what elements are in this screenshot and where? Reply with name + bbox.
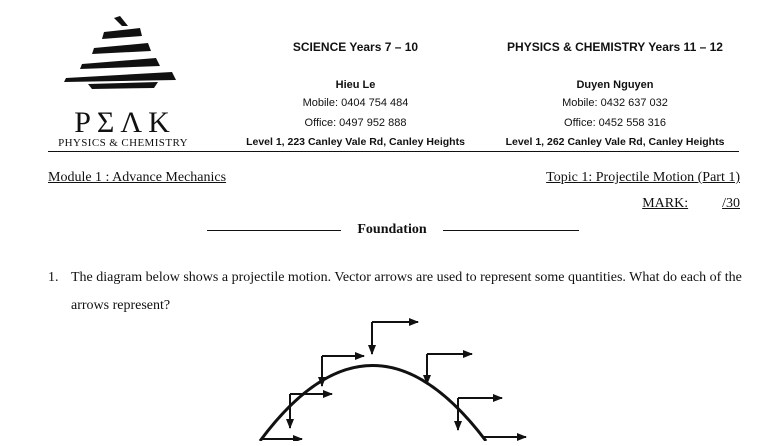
question-number: 1. [48, 270, 59, 285]
header-divider [48, 151, 739, 152]
module-label: Module 1 : Advance Mechanics [48, 170, 227, 185]
science-teacher-name: Hieu Le [335, 79, 376, 91]
science-contact [238, 39, 473, 151]
peak-logo [48, 14, 198, 154]
physics-address: Level 1, 262 Canley Vale Rd, Canley Heights [505, 136, 725, 148]
science-office: Office: 0497 952 888 [304, 117, 407, 129]
section-heading [207, 222, 579, 242]
mark-field [642, 196, 740, 212]
science-title: SCIENCE Years 7 – 10 [292, 40, 419, 54]
logo-subtitle: PHYSICS & CHEMISTRY [58, 137, 188, 149]
physics-mobile: Mobile: 0432 637 032 [562, 97, 668, 109]
mark-total: /30 [722, 196, 740, 211]
section-title: Foundation [357, 222, 427, 237]
logo-letters: PΣΛΚ [74, 106, 176, 139]
question-text: The diagram below shows a projectile motion. Vector arrows are used to represent some quantities. What do each of the arrows represent? [71, 270, 742, 313]
physics-teacher-name: Duyen Nguyen [576, 79, 654, 91]
graduation-cap-logo-icon [48, 14, 198, 106]
projectile-diagram [250, 310, 540, 441]
physics-contact [498, 39, 732, 151]
section-rule-right [443, 230, 579, 231]
section-rule-left [207, 230, 341, 231]
projectile-arrows-figure [250, 310, 540, 441]
mark-label: MARK: [642, 196, 689, 211]
science-mobile: Mobile: 0404 754 484 [302, 97, 409, 109]
physics-title: PHYSICS & CHEMISTRY Years 11 – 12 [507, 40, 723, 54]
physics-office: Office: 0452 558 316 [564, 117, 666, 129]
topic-label: Topic 1: Projectile Motion (Part 1) [546, 170, 740, 185]
science-address: Level 1, 223 Canley Vale Rd, Canley Heights [246, 136, 465, 148]
trajectory-curve [260, 366, 486, 442]
